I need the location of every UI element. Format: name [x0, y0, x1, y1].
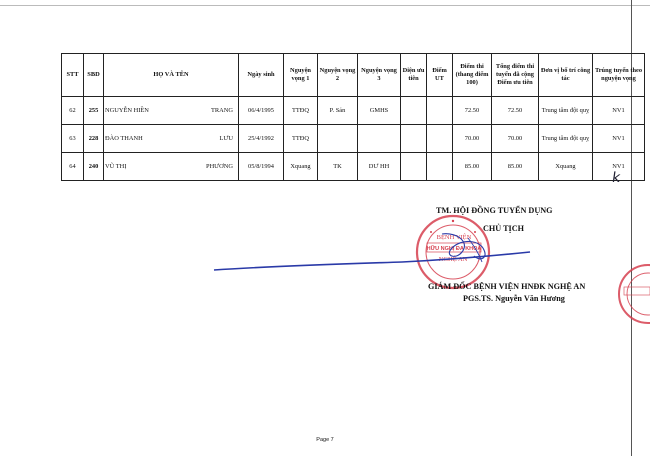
cell-dob: 25/4/1992 [239, 125, 284, 153]
col-header-score: Điểm thi (thang điểm 100) [453, 54, 492, 97]
col-header-match: Trúng tuyển theo nguyện vọng [593, 54, 645, 97]
council-title: TM. HỘI ĐỒNG TUYỂN DỤNG [436, 206, 553, 215]
cell-score: 70.00 [453, 125, 492, 153]
col-header-total: Tổng điểm thi tuyển đã cộng Điểm ưu tiên [492, 54, 539, 97]
margin-handwritten-mark: k [610, 170, 622, 186]
cell-surname: ĐÀO THANH [105, 135, 143, 142]
chairman-title: CHỦ TỊCH [483, 224, 525, 233]
cell-nv1: Xquang [284, 153, 318, 181]
cell-total: 85.00 [492, 153, 539, 181]
table-header-row [62, 54, 645, 97]
cell-name [104, 97, 239, 125]
cell-score: 72.50 [453, 97, 492, 125]
cell-given-name: PHƯƠNG [206, 163, 233, 170]
cell-surname: NGUYỄN HIỀN [105, 107, 149, 114]
director-title: GIÁM ĐỐC BỆNH VIỆN HNĐK NGHỆ AN [428, 282, 586, 291]
cell-given-name: LƯU [219, 135, 233, 142]
cell-nv3: DƯ HH [358, 153, 401, 181]
cell-match: NV1 [593, 125, 645, 153]
page-number: Page 7 [316, 437, 334, 443]
cell-nv2: P. Sản [318, 97, 358, 125]
col-header-nv3: Nguyện vọng 3 [358, 54, 401, 97]
cell-name [104, 125, 239, 153]
cell-nv2: TK [318, 153, 358, 181]
cell-ut-points [427, 97, 453, 125]
cell-match: NV1 [593, 153, 645, 181]
signer-name: PGS.TS. Nguyễn Văn Hương [463, 294, 565, 303]
col-header-stt: STT [62, 54, 84, 97]
cell-match: NV1 [593, 97, 645, 125]
cell-surname: VŨ THỊ [105, 163, 127, 170]
col-header-nv1: Nguyện vọng 1 [284, 54, 318, 97]
cell-nv1: TTĐQ [284, 97, 318, 125]
col-header-name: HỌ VÀ TÊN [104, 54, 239, 97]
col-header-dob: Ngày sinh [239, 54, 284, 97]
col-header-priority: Diện ưu tiên [401, 54, 427, 97]
cell-unit: Trung tâm đột quỵ [539, 125, 593, 153]
cell-priority [401, 125, 427, 153]
cell-dob: 06/4/1995 [239, 97, 284, 125]
cell-priority [401, 97, 427, 125]
cell-stt: 62 [62, 97, 84, 125]
cell-total: 70.00 [492, 125, 539, 153]
cell-sbd: 228 [84, 125, 104, 153]
cell-dob: 05/8/1994 [239, 153, 284, 181]
cell-priority [401, 153, 427, 181]
cell-unit: Xquang [539, 153, 593, 181]
results-table [61, 53, 645, 181]
col-header-unit: Đơn vị bố trí công tác [539, 54, 593, 97]
seal-text-middle: HỮU NGHỊ ĐA KHOA [426, 246, 482, 252]
cell-total: 72.50 [492, 97, 539, 125]
table-row [62, 97, 645, 125]
page-top-edge [0, 0, 650, 6]
cell-sbd: 255 [84, 97, 104, 125]
col-header-sbd: SBD [84, 54, 104, 97]
cell-stt: 64 [62, 153, 84, 181]
cell-nv2 [318, 125, 358, 153]
cell-nv3: GMHS [358, 97, 401, 125]
col-header-nv2: Nguyện vọng 2 [318, 54, 358, 97]
partial-seal-stamp [616, 262, 650, 326]
col-header-ut-points: Điểm UT [427, 54, 453, 97]
seal-text-bottom: NGHỆ AN [438, 256, 468, 263]
seal-text-top: BỆNH VIỆN [436, 234, 472, 241]
cell-stt: 63 [62, 125, 84, 153]
table-row [62, 153, 645, 181]
cell-ut-points [427, 125, 453, 153]
cell-nv1: TTĐQ [284, 125, 318, 153]
cell-unit: Trung tâm đột quỵ [539, 97, 593, 125]
cell-sbd: 240 [84, 153, 104, 181]
cell-score: 85.00 [453, 153, 492, 181]
cell-ut-points [427, 153, 453, 181]
cell-given-name: TRANG [210, 107, 233, 114]
table-row [62, 125, 645, 153]
cell-nv3 [358, 125, 401, 153]
cell-name [104, 153, 239, 181]
